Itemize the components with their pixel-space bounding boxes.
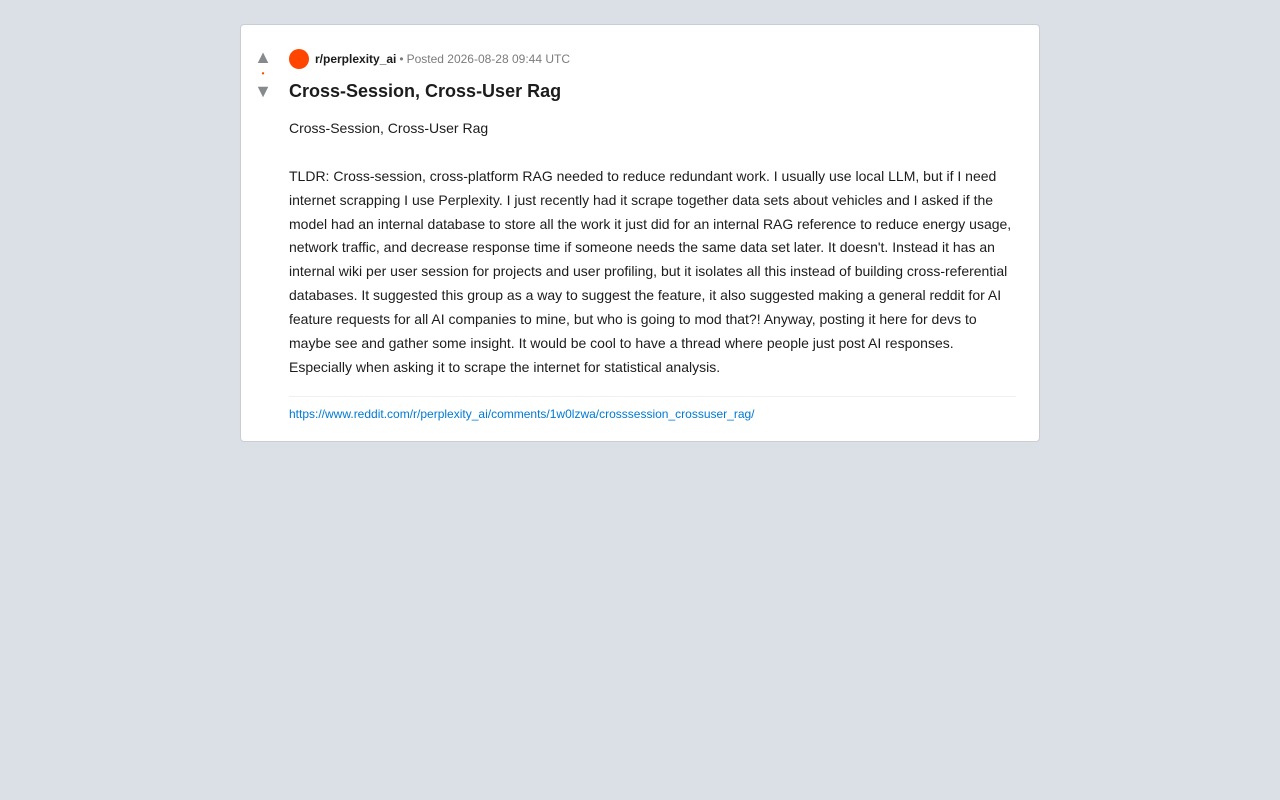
subreddit-icon[interactable] [289, 49, 309, 69]
divider [289, 396, 1016, 397]
subreddit-link[interactable]: r/perplexity_ai [315, 52, 397, 66]
permalink[interactable]: https://www.reddit.com/r/perplexity_ai/comments/1w0lzwa/crosssession_crossuser_rag/ [289, 407, 755, 422]
post-body [289, 117, 1016, 379]
downvote-icon[interactable]: ▼ [254, 81, 272, 101]
upvote-icon[interactable]: ▲ [254, 47, 272, 67]
post-content [289, 49, 1016, 421]
post-title[interactable]: Cross-Session, Cross-User Rag [289, 81, 562, 101]
vote-column [251, 47, 275, 101]
vote-score: • [261, 69, 265, 78]
meta-separator: • [399, 52, 404, 66]
post-card [240, 24, 1040, 442]
posted-timestamp: Posted 2026-08-28 09:44 UTC [406, 52, 571, 66]
post-meta [289, 49, 1016, 69]
post-body-paragraph: TLDR: Cross-session, cross-platform RAG needed to reduce redundant work. I usually use local LLM, but if I need internet scrapping I use Perplexity. I just recently had it scrape together data sets about vehicles and I asked if the model had an internal database to store all the work it just did for an internal RAG reference to reduce energy usage, network traffic, and decrease response time if someone needs the same data set later. It doesn't. Instead it has an internal wiki per user session for projects and user profiling, but it isolates all this instead of building cross-referential databases. It suggested this group as a way to suggest the feature, it also suggested making a general reddit for AI feature requests for all AI companies to mine, but who is going to mod that?! Anyway, posting it here for devs to maybe see and gather some insight. It would be cool to have a thread where people just post AI responses. Especially when asking it to scrape the internet for statistical analysis. [289, 167, 1012, 375]
post-body-paragraph: Cross-Session, Cross-User Rag [289, 120, 489, 136]
